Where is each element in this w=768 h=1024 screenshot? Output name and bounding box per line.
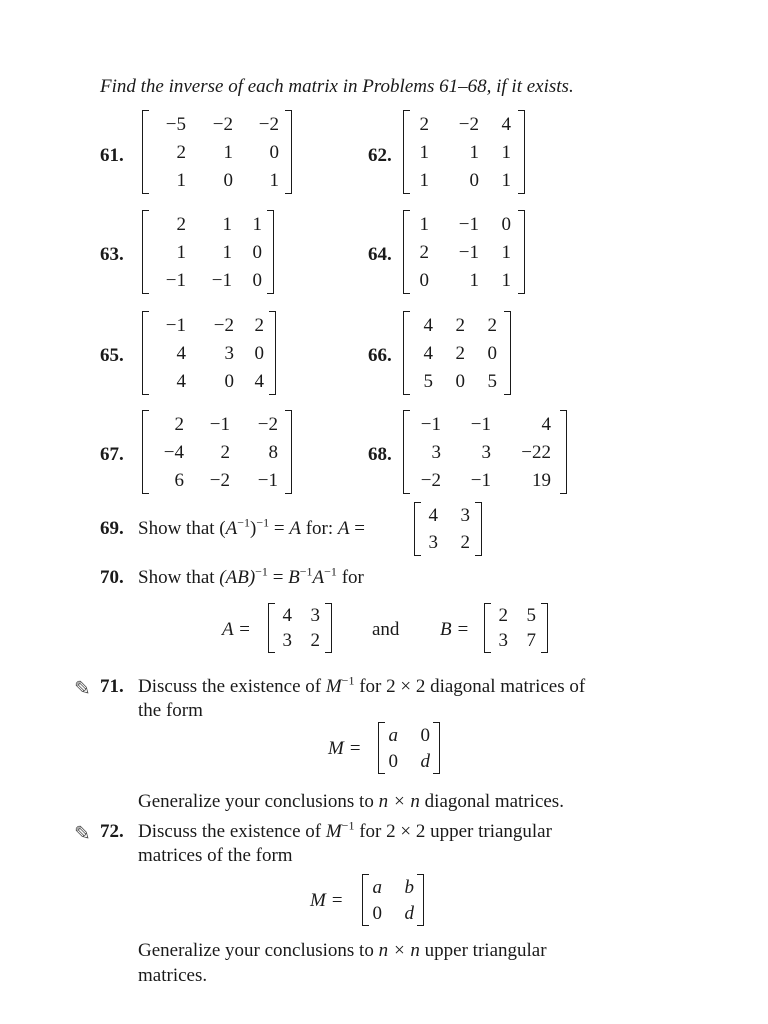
problem-63-label: 63.: [100, 244, 124, 265]
matrix-cell: −1: [211, 269, 232, 291]
matrix-cell: −1: [470, 413, 491, 435]
problem-67-label: 67.: [100, 444, 124, 465]
matrix-66: [403, 311, 511, 395]
problem-61-label: 61.: [100, 145, 124, 166]
matrix-cell: 3: [428, 532, 438, 553]
matrix-cell: 0: [269, 141, 279, 163]
instructions: Find the inverse of each matrix in Problems 61–68, if it exists.: [100, 76, 574, 97]
matrix-cell: 4: [501, 113, 511, 135]
matrix-cell: 2: [419, 241, 429, 263]
problem-64-label: 64.: [368, 244, 392, 265]
problem-70-label: 70.: [100, 567, 124, 588]
matrix-cell: −2: [257, 413, 278, 435]
matrix-cell: 0: [469, 169, 479, 191]
matrix-cell: 2: [310, 630, 320, 651]
matrix-cell: 3: [498, 630, 508, 651]
matrix-71: [378, 722, 440, 774]
matrix-cell: 0: [455, 370, 465, 392]
matrix-70-a: [268, 603, 332, 653]
matrix-cell: −2: [213, 314, 234, 336]
matrix-cell: 3: [310, 605, 320, 626]
matrix-cell: 1: [222, 241, 232, 263]
matrix-cell: 1: [501, 141, 511, 163]
matrix-cell: 0: [419, 269, 429, 291]
problem-71-line-1: Discuss the existence of $M^{-1}$ for 2 × 2 diagonal matrices of: [138, 673, 586, 697]
pencil-icon: ✎: [74, 678, 91, 700]
matrix-61: [142, 110, 292, 194]
matrix-cell: −1: [470, 469, 491, 491]
and-text: and: [372, 619, 400, 640]
matrix-cell: −1: [165, 269, 186, 291]
matrix-cell: 3: [431, 441, 441, 463]
matrix-cell: −1: [165, 314, 186, 336]
matrix-cell: −22: [521, 441, 551, 463]
matrix-cell: −2: [458, 113, 479, 135]
matrix-cell: 1: [501, 241, 511, 263]
matrix-cell: 1: [269, 169, 279, 191]
matrix-cell: 3: [282, 630, 292, 651]
matrix-70-b: [484, 603, 548, 653]
matrix-cell: 0: [254, 342, 264, 364]
matrix-cell: 1: [223, 141, 233, 163]
matrix-cell: −1: [209, 413, 230, 435]
matrix-cell: 2: [487, 314, 497, 336]
problem-66-label: 66.: [368, 345, 392, 366]
matrix-cell: 7: [526, 630, 536, 651]
matrix-cell: 5: [526, 605, 536, 626]
problem-72-generalize-1: Generalize your conclusions to n × n upper triangular: [138, 940, 547, 961]
matrix-cell: 1: [176, 169, 186, 191]
problem-71-label: 71.: [100, 676, 124, 697]
matrix-cell: a: [372, 876, 382, 898]
matrix-cell: −2: [420, 469, 441, 491]
matrix-cell: −2: [258, 113, 279, 135]
matrix-cell: 0: [388, 750, 398, 772]
matrix-cell: 1: [252, 213, 262, 235]
matrix-cell: 3: [460, 505, 470, 526]
matrix-cell: −2: [209, 469, 230, 491]
problem-72-label: 72.: [100, 821, 124, 842]
matrix-cell: 2: [498, 605, 508, 626]
matrix-cell: 5: [487, 370, 497, 392]
problem-72-line-2: matrices of the form: [138, 845, 293, 866]
problem-69-text: Show that $(A^{-1})^{-1} = A$ for: A =: [138, 515, 365, 539]
problem-70-a-label: A =: [222, 619, 251, 640]
matrix-cell: 3: [481, 441, 491, 463]
matrix-cell: −1: [458, 213, 479, 235]
matrix-67: [142, 410, 292, 494]
problem-71-generalize: Generalize your conclusions to n × n diagonal matrices.: [138, 791, 564, 812]
matrix-cell: d: [404, 902, 414, 924]
matrix-cell: 4: [254, 370, 264, 392]
matrix-cell: −4: [163, 441, 184, 463]
matrix-cell: 1: [222, 213, 232, 235]
matrix-cell: 4: [423, 314, 433, 336]
matrix-cell: 0: [252, 241, 262, 263]
matrix-cell: 0: [372, 902, 382, 924]
matrix-cell: 0: [224, 370, 234, 392]
matrix-cell: 5: [423, 370, 433, 392]
matrix-cell: 4: [541, 413, 551, 435]
problem-71-m-label: M =: [328, 738, 362, 759]
matrix-cell: 19: [532, 469, 551, 491]
matrix-cell: 0: [501, 213, 511, 235]
matrix-cell: b: [404, 876, 414, 898]
matrix-cell: 1: [469, 269, 479, 291]
matrix-cell: 2: [220, 441, 230, 463]
matrix-cell: 1: [469, 141, 479, 163]
matrix-cell: 4: [282, 605, 292, 626]
matrix-cell: −2: [212, 113, 233, 135]
matrix-64: [403, 210, 525, 294]
problem-69-label: 69.: [100, 518, 124, 539]
matrix-cell: 0: [487, 342, 497, 364]
matrix-cell: 2: [176, 213, 186, 235]
matrix-cell: −1: [458, 241, 479, 263]
problem-70-text: Show that $(AB)^{-1} = B^{-1}A^{-1}$ for: [138, 564, 364, 588]
problem-70-b-label: B =: [440, 619, 470, 640]
matrix-65: [142, 311, 276, 395]
problem-62-label: 62.: [368, 145, 392, 166]
matrix-cell: 2: [174, 413, 184, 435]
matrix-cell: −5: [165, 113, 186, 135]
matrix-cell: 0: [252, 269, 262, 291]
matrix-cell: 3: [224, 342, 234, 364]
matrix-62: [403, 110, 525, 194]
matrix-cell: 4: [428, 505, 438, 526]
matrix-cell: 0: [223, 169, 233, 191]
matrix-cell: 1: [501, 169, 511, 191]
matrix-cell: 2: [460, 532, 470, 553]
problem-72-line-1: Discuss the existence of $M^{-1}$ for 2 × 2 upper triangular: [138, 818, 552, 842]
matrix-cell: a: [388, 724, 398, 746]
matrix-cell: 6: [174, 469, 184, 491]
matrix-63: [142, 210, 274, 294]
matrix-cell: 4: [176, 370, 186, 392]
matrix-cell: 1: [419, 141, 429, 163]
matrix-cell: d: [420, 750, 430, 772]
matrix-cell: 2: [419, 113, 429, 135]
matrix-cell: 2: [176, 141, 186, 163]
problem-65-label: 65.: [100, 345, 124, 366]
matrix-cell: 4: [423, 342, 433, 364]
problem-68-label: 68.: [368, 444, 392, 465]
matrix-cell: 4: [176, 342, 186, 364]
matrix-cell: 1: [176, 241, 186, 263]
matrix-cell: −1: [257, 469, 278, 491]
matrix-cell: 0: [420, 724, 430, 746]
matrix-72: [362, 874, 424, 926]
problem-72-m-label: M =: [310, 890, 344, 911]
matrix-cell: 1: [419, 169, 429, 191]
matrix-cell: 2: [455, 342, 465, 364]
pencil-icon: ✎: [74, 823, 91, 845]
matrix-cell: 1: [501, 269, 511, 291]
matrix-cell: 2: [455, 314, 465, 336]
matrix-68: [403, 410, 567, 494]
matrix-cell: −1: [420, 413, 441, 435]
matrix-cell: 1: [419, 213, 429, 235]
problem-71-line-2: the form: [138, 700, 203, 721]
matrix-cell: 8: [268, 441, 278, 463]
problem-72-generalize-2: matrices.: [138, 965, 208, 986]
matrix-69: [414, 502, 482, 556]
matrix-cell: 2: [254, 314, 264, 336]
